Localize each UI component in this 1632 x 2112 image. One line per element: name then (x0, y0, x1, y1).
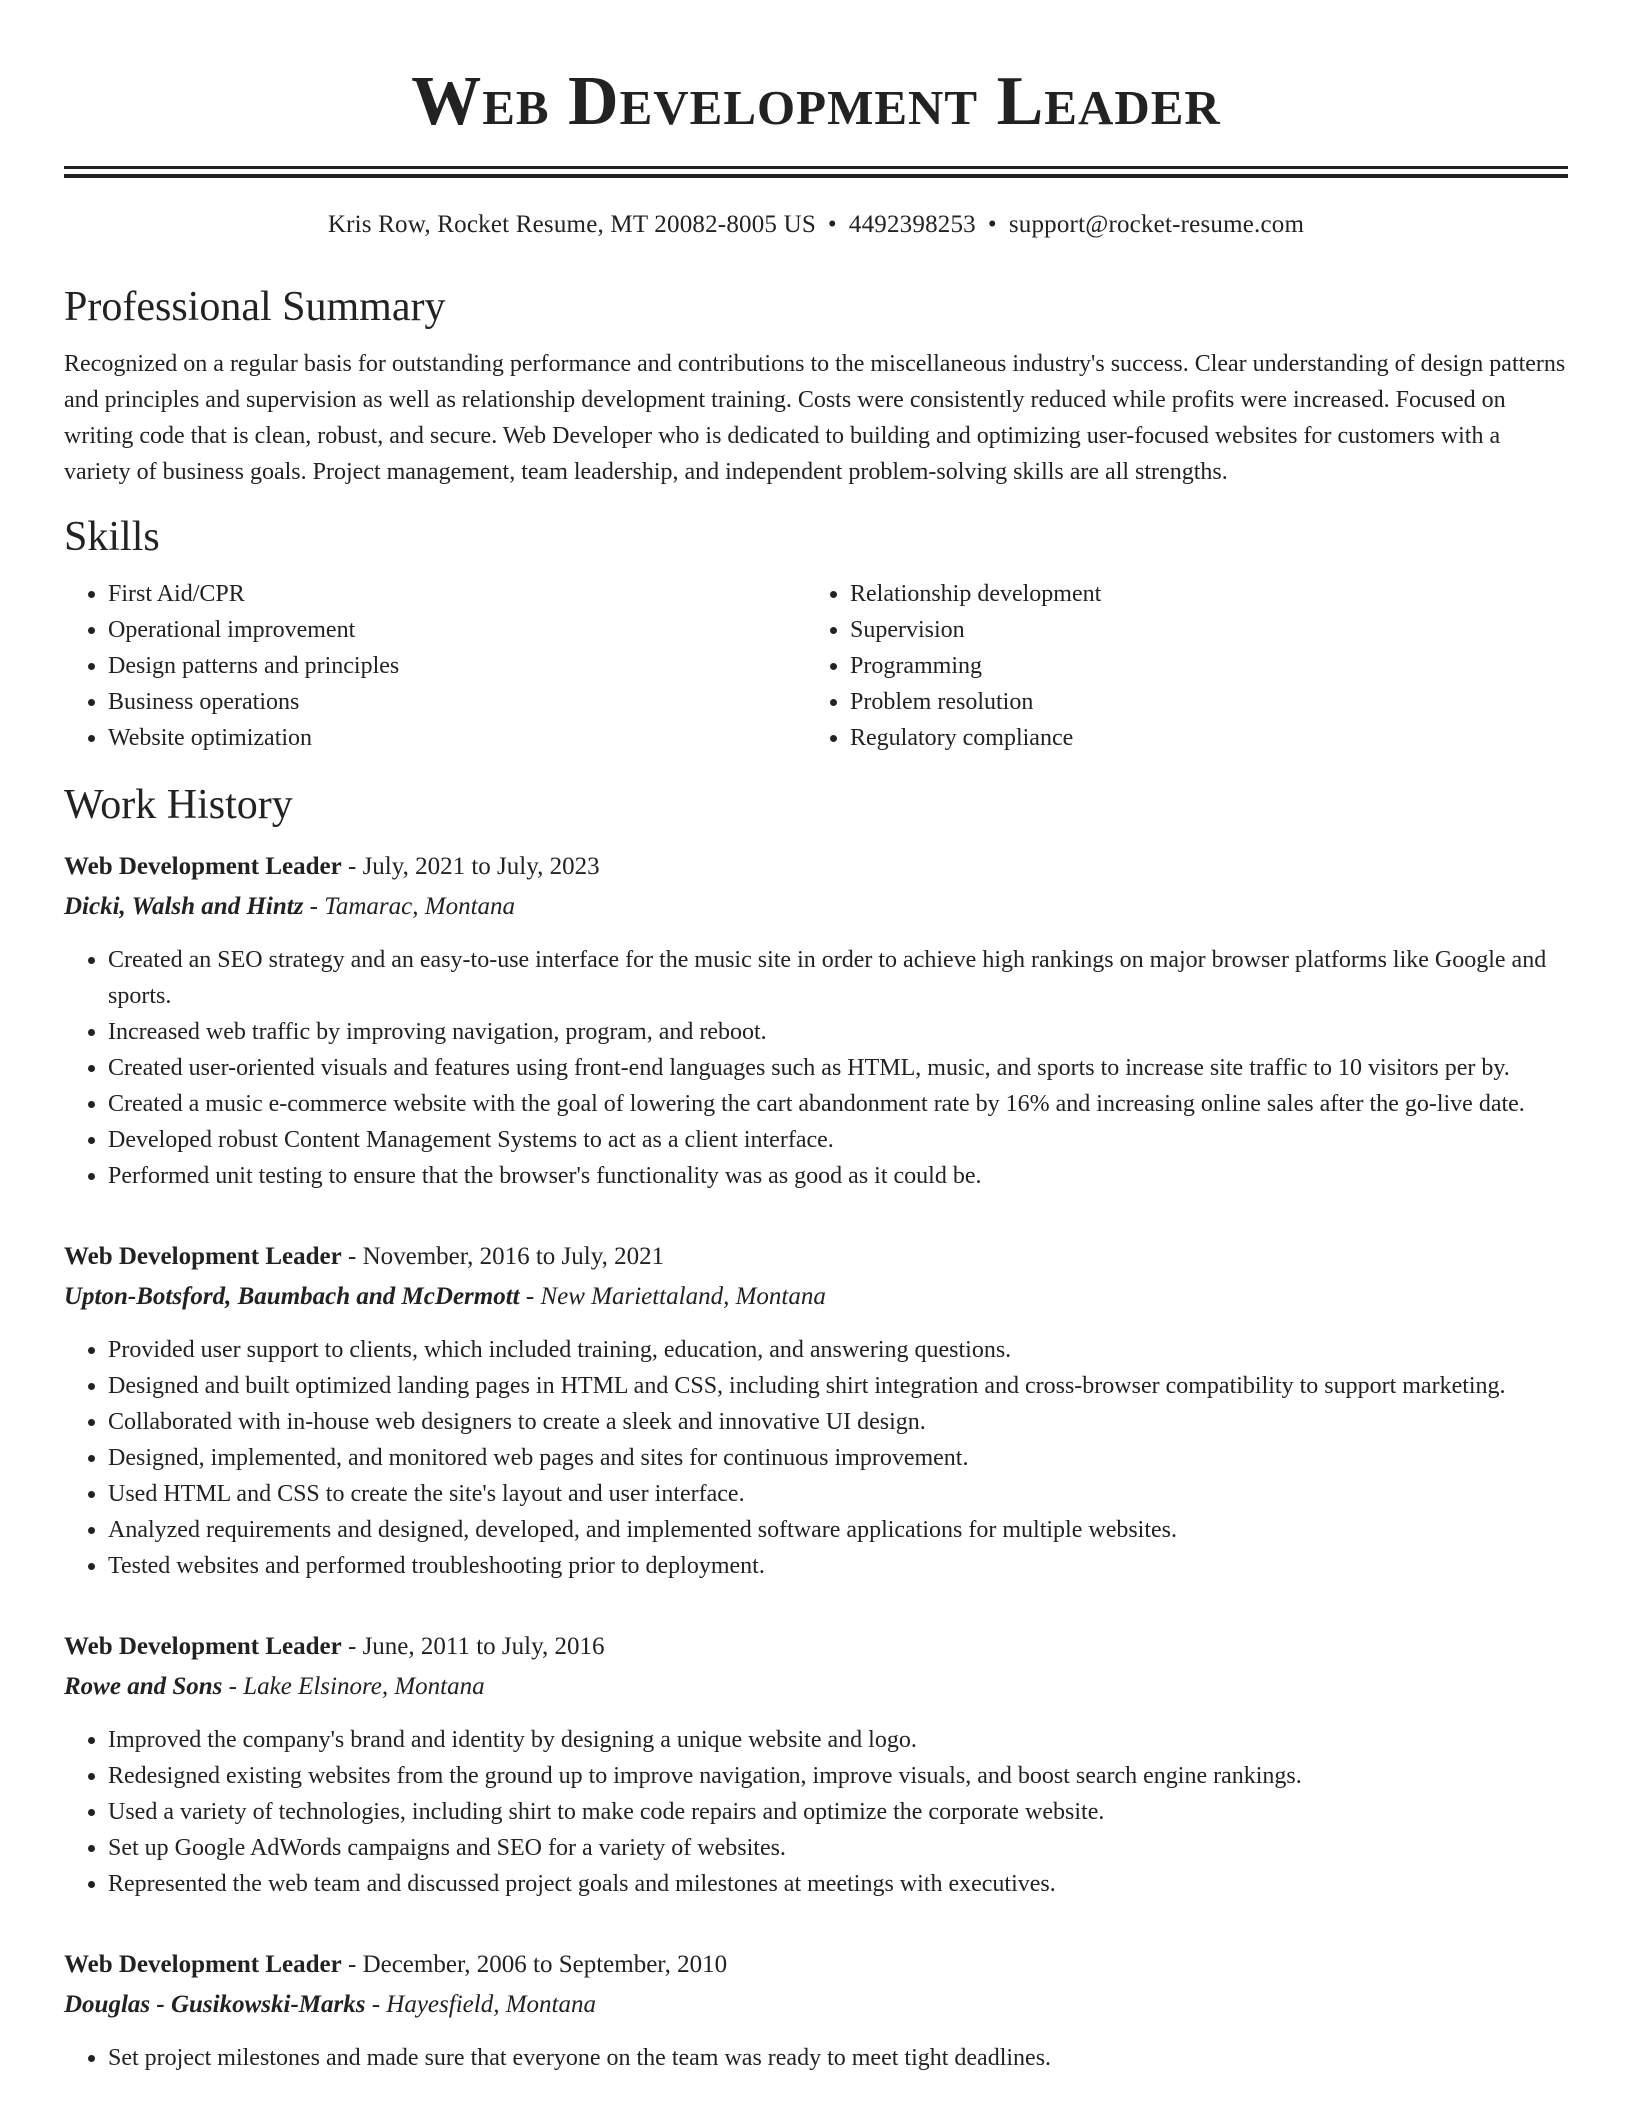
job-bullet: • Developed robust Content Management Systems to act as a client interface. (108, 1122, 1568, 1158)
skills-column-left (64, 576, 806, 756)
job-bullet: • Increased web traffic by improving navigation, program, and reboot. (108, 1014, 1568, 1050)
job-bullets (64, 942, 1568, 1194)
skill-item: • Problem resolution (850, 684, 1548, 720)
job-entry (64, 1948, 1568, 2076)
job-title-line: Web Development Leader - December, 2006 to September, 2010 (64, 1951, 728, 1978)
job-bullet: • Performed unit testing to ensure that the browser's functionality was as good as it could be. (108, 1158, 1568, 1194)
job-company: Rowe and Sons (64, 1673, 223, 1700)
skill-item: • Regulatory compliance (850, 720, 1548, 756)
job-title: Web Development Leader (64, 853, 342, 880)
job-bullet: • Set project milestones and made sure that everyone on the team was ready to meet tight deadlines. (108, 2040, 1568, 2076)
job-location: Lake Elsinore, Montana (243, 1673, 485, 1700)
job-entry (64, 1240, 1568, 1584)
skills-list (64, 576, 1568, 756)
job-bullet: • Used HTML and CSS to create the site's layout and user interface. (108, 1476, 1568, 1512)
job-company: Dicki, Walsh and Hintz (64, 893, 304, 920)
job-company-line: Dicki, Walsh and Hintz - Tamarac, Montana (64, 893, 516, 920)
job-location: Tamarac, Montana (324, 893, 516, 920)
job-bullets (64, 1722, 1568, 1902)
skill-item: • Supervision (850, 612, 1548, 648)
skill-item: • Website optimization (108, 720, 806, 756)
contact-address: Kris Row, Rocket Resume, MT 20082-8005 US (327, 211, 816, 238)
job-dates: December, 2006 to September, 2010 (362, 1951, 728, 1978)
skill-item: • Relationship development (850, 576, 1548, 612)
job-title: Web Development Leader (64, 1243, 342, 1270)
job-company-line: Upton-Botsford, Baumbach and McDermott - New Mariettaland, Montana (64, 1283, 826, 1310)
job-bullet: • Collaborated with in-house web designers to create a sleek and innovative UI design. (108, 1404, 1568, 1440)
job-dates: July, 2021 to July, 2023 (362, 853, 600, 880)
job-bullet: • Designed and built optimized landing pages in HTML and CSS, including shirt integration and cross-browser compatibility to support marketing. (108, 1368, 1568, 1404)
job-company-line: Rowe and Sons - Lake Elsinore, Montana (64, 1673, 485, 1700)
job-bullet: • Created an SEO strategy and an easy-to-use interface for the music site in order to achieve high rankings on major browser platforms like Google and sports. (108, 942, 1568, 1014)
header-divider-thick (64, 174, 1568, 178)
job-bullet: • Provided user support to clients, which included training, education, and answering questions. (108, 1332, 1568, 1368)
job-company: Upton-Botsford, Baumbach and McDermott (64, 1283, 520, 1310)
job-bullet: • Used a variety of technologies, including shirt to make code repairs and optimize the corporate website. (108, 1794, 1568, 1830)
job-bullet: • Tested websites and performed troubleshooting prior to deployment. (108, 1548, 1568, 1584)
resume-content (64, 58, 1568, 2076)
skills-heading: Skills (64, 514, 160, 560)
job-bullets (64, 2040, 1568, 2076)
job-title: Web Development Leader (64, 1951, 342, 1978)
skill-item: • Design patterns and principles (108, 648, 806, 684)
job-title-line: Web Development Leader - June, 2011 to July, 2016 (64, 1633, 605, 1660)
job-bullet: • Designed, implemented, and monitored web pages and sites for continuous improvement. (108, 1440, 1568, 1476)
contact-phone: 4492398253 (848, 211, 976, 238)
skill-item: • Business operations (108, 684, 806, 720)
job-bullets (64, 1332, 1568, 1584)
job-bullet: • Represented the web team and discussed project goals and milestones at meetings with executives. (108, 1866, 1568, 1902)
skills-column-right (806, 576, 1548, 756)
contact-email[interactable]: support@rocket-resume.com (1008, 211, 1305, 238)
summary-heading: Professional Summary (64, 284, 446, 330)
job-entry (64, 1630, 1568, 1902)
resume-title: Web Development Leader (411, 63, 1221, 140)
job-bullet: • Set up Google AdWords campaigns and SEO for a variety of websites. (108, 1830, 1568, 1866)
job-bullet: • Analyzed requirements and designed, developed, and implemented software applications for multiple websites. (108, 1512, 1568, 1548)
job-title-line: Web Development Leader - July, 2021 to July, 2023 (64, 853, 600, 880)
job-location: Hayesfield, Montana (386, 1991, 596, 2018)
job-dates: June, 2011 to July, 2016 (362, 1633, 605, 1660)
job-title-line: Web Development Leader - November, 2016 to July, 2021 (64, 1243, 665, 1270)
job-company-line: Douglas - Gusikowski-Marks - Hayesfield, Montana (64, 1991, 596, 2018)
summary-text: Recognized on a regular basis for outstanding performance and contributions to the miscellaneous industry's success. Clear understanding of design patterns and principles and supervision as well as relationship development training. Costs were consistently reduced while profits were increased. Focused on writing code that is clean, robust, and secure. Web Developer who is dedicated to building and optimizing user-focused websites for customers with a variety of business goals. Project management, team leadership, and independent problem-solving skills are all strengths. (64, 351, 1566, 485)
job-company: Douglas - Gusikowski-Marks (64, 1991, 366, 2018)
header-divider-thin (64, 166, 1568, 169)
skill-item: • Operational improvement (108, 612, 806, 648)
contact-separator: • (987, 211, 997, 238)
job-title: Web Development Leader (64, 1633, 342, 1660)
contact-separator: • (827, 211, 837, 238)
job-entry (64, 850, 1568, 1194)
contact-line (64, 208, 1568, 242)
job-bullet: • Created a music e-commerce website with the goal of lowering the cart abandonment rate by 16% and increasing online sales after the go-live date. (108, 1086, 1568, 1122)
job-dates: November, 2016 to July, 2021 (362, 1243, 665, 1270)
skill-item: • First Aid/CPR (108, 576, 806, 612)
work-history-heading: Work History (64, 782, 293, 828)
job-bullet: • Improved the company's brand and identity by designing a unique website and logo. (108, 1722, 1568, 1758)
job-bullet: • Created user-oriented visuals and features using front-end languages such as HTML, music, and sports to increase site traffic to 10 visitors per by. (108, 1050, 1568, 1086)
job-bullet: • Redesigned existing websites from the ground up to improve navigation, improve visuals, and boost search engine rankings. (108, 1758, 1568, 1794)
skill-item: • Programming (850, 648, 1548, 684)
job-location: New Mariettaland, Montana (540, 1283, 826, 1310)
